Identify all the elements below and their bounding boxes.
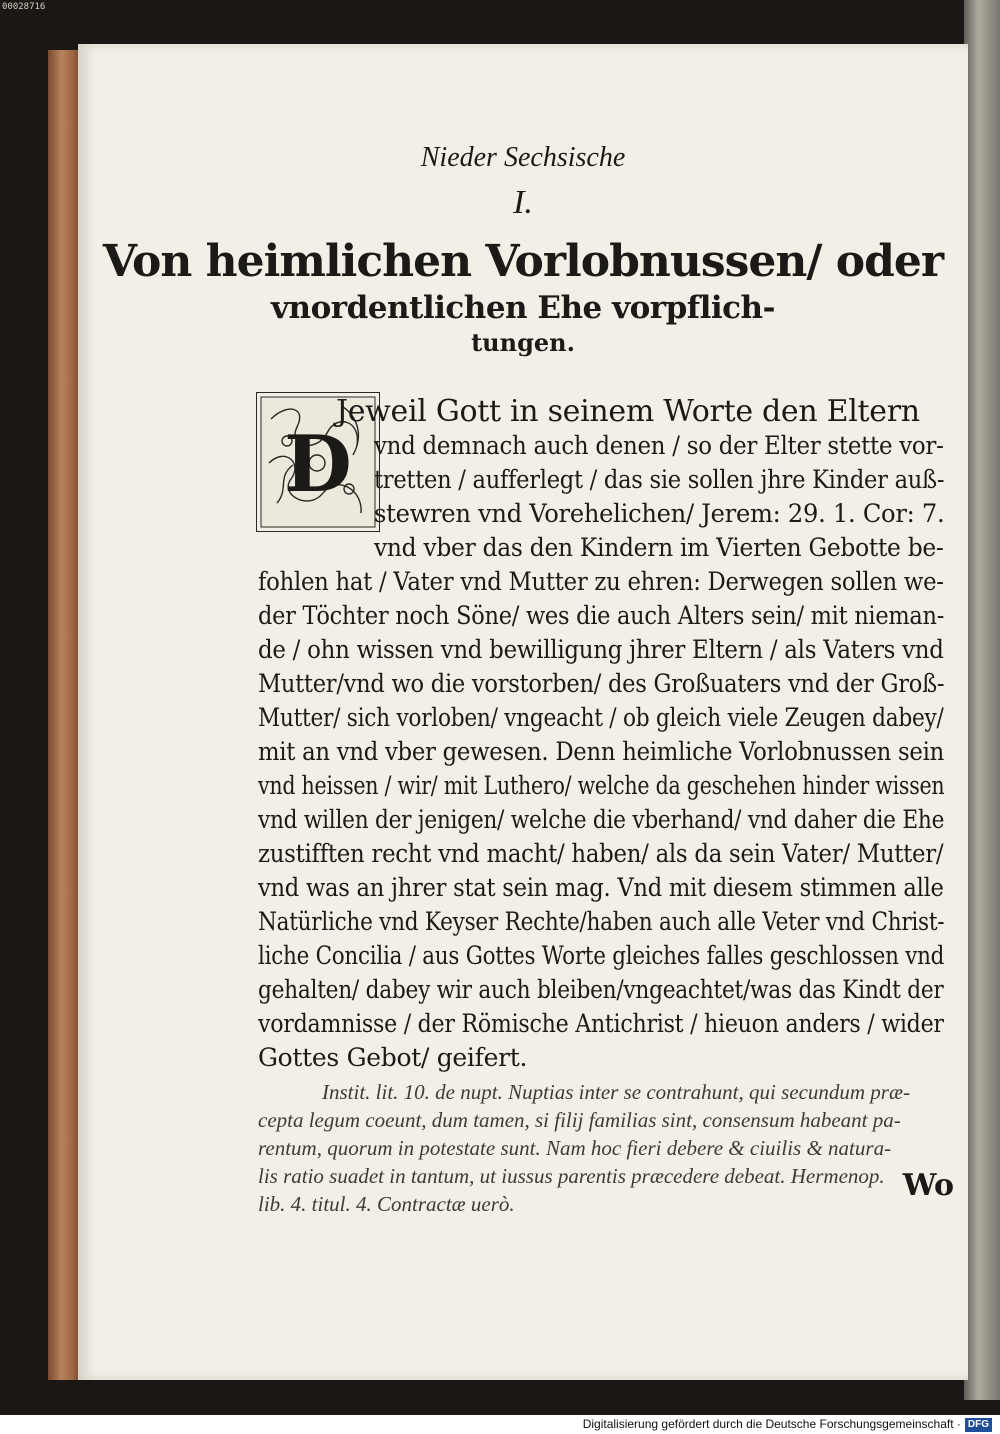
body-line: Gottes Gebot/ geifert. xyxy=(258,1043,528,1072)
body-line: vnd vber das den Kindern im Vierten Gebotte be- xyxy=(374,533,944,562)
footer-bar xyxy=(0,1415,1000,1434)
body-line: stewren vnd Vorehelichen/ Jerem: 29. 1. Cor: 7. xyxy=(374,499,945,528)
body-line: gehalten/ dabey wir auch bleiben/vngeachtet/was das Kindt der xyxy=(258,975,944,1004)
body-line: vnd willen der jenigen/ welche die vberhand/ vnd daher die Ehe xyxy=(258,805,945,834)
note-line: cepta legum coeunt, dum tamen, si filij familias sint, consensum habeant pa- xyxy=(258,1108,901,1132)
dfg-logo-icon: DFG xyxy=(965,1418,992,1432)
body-line: zustifften recht vnd macht/ haben/ als da sein Vater/ Mutter/ xyxy=(258,839,944,868)
note-line: rentum, quorum in potestate sunt. Nam hoc fieri debere & ciuilis & natura- xyxy=(258,1136,892,1160)
body-line: fohlen hat / Vater vnd Mutter zu ehren: Derwegen sollen we- xyxy=(258,567,944,596)
body-line: Natürliche vnd Keyser Rechte/haben auch alle Veter vnd Christ- xyxy=(258,907,945,936)
title-line-2: vnordentlichen Ehe vorpflich- xyxy=(271,290,775,326)
body-line: der Töchter noch Söne/ wes die auch Alters sein/ mit nieman- xyxy=(258,601,945,630)
body-line: Mutter/vnd wo die vorstorben/ des Großuaters vnd der Groß- xyxy=(258,669,945,698)
title-line-1: Von heimlichen Vorlobnussen/ oder xyxy=(102,236,944,287)
body-line: vordamnisse / der Römische Antichrist / hieuon anders / wider xyxy=(258,1009,944,1038)
body-line: vnd heissen / wir/ mit Luthero/ welche da geschehen hinder wissen xyxy=(258,771,945,800)
body-line: liche Concilia / aus Gottes Worte gleiches falles geschlossen vnd xyxy=(258,941,945,970)
body-line: Jeweil Gott in seinem Worte den Eltern xyxy=(336,394,920,429)
svg-text:D: D xyxy=(284,419,352,510)
body-line: tretten / aufferlegt / das sie sollen jhre Kinder auß- xyxy=(374,465,945,494)
chapter-number: I. xyxy=(513,184,533,221)
note-line: lib. 4. titul. 4. Contractæ uerò. xyxy=(258,1192,515,1216)
title-line-3: tungen. xyxy=(471,328,575,357)
catchword: Wo xyxy=(902,1168,954,1203)
note-line: Instit. lit. 10. de nupt. Nuptias inter se contrahunt, qui secundum præ- xyxy=(322,1080,910,1104)
running-head: Nieder Sechsische xyxy=(420,142,626,173)
footer-text: Digitalisierung gefördert durch die Deutsche Forschungsgemeinschaft · xyxy=(582,1417,961,1431)
note-line: lis ratio suadet in tantum, ut iussus parentis præcedere debeat. Hermenop. xyxy=(258,1164,885,1188)
body-line: de / ohn wissen vnd bewilligung jhrer Eltern / als Vaters vnd xyxy=(258,635,944,664)
body-line: vnd was an jhrer stat sein mag. Vnd mit diesem stimmen alle xyxy=(258,873,944,902)
body-line: vnd demnach auch denen / so der Elter stette vor- xyxy=(374,431,944,460)
book-edge-right xyxy=(964,0,1000,1400)
body-line: mit an vnd vber gewesen. Denn heimliche Vorlobnussen sein xyxy=(258,737,944,766)
scan-id-label: 00028716 xyxy=(2,2,46,12)
book-edge-left xyxy=(48,50,82,1380)
body-line: Mutter/ sich vorloben/ vngeacht / ob gleich viele Zeugen dabey/ xyxy=(258,703,944,732)
book-page xyxy=(78,44,968,1380)
